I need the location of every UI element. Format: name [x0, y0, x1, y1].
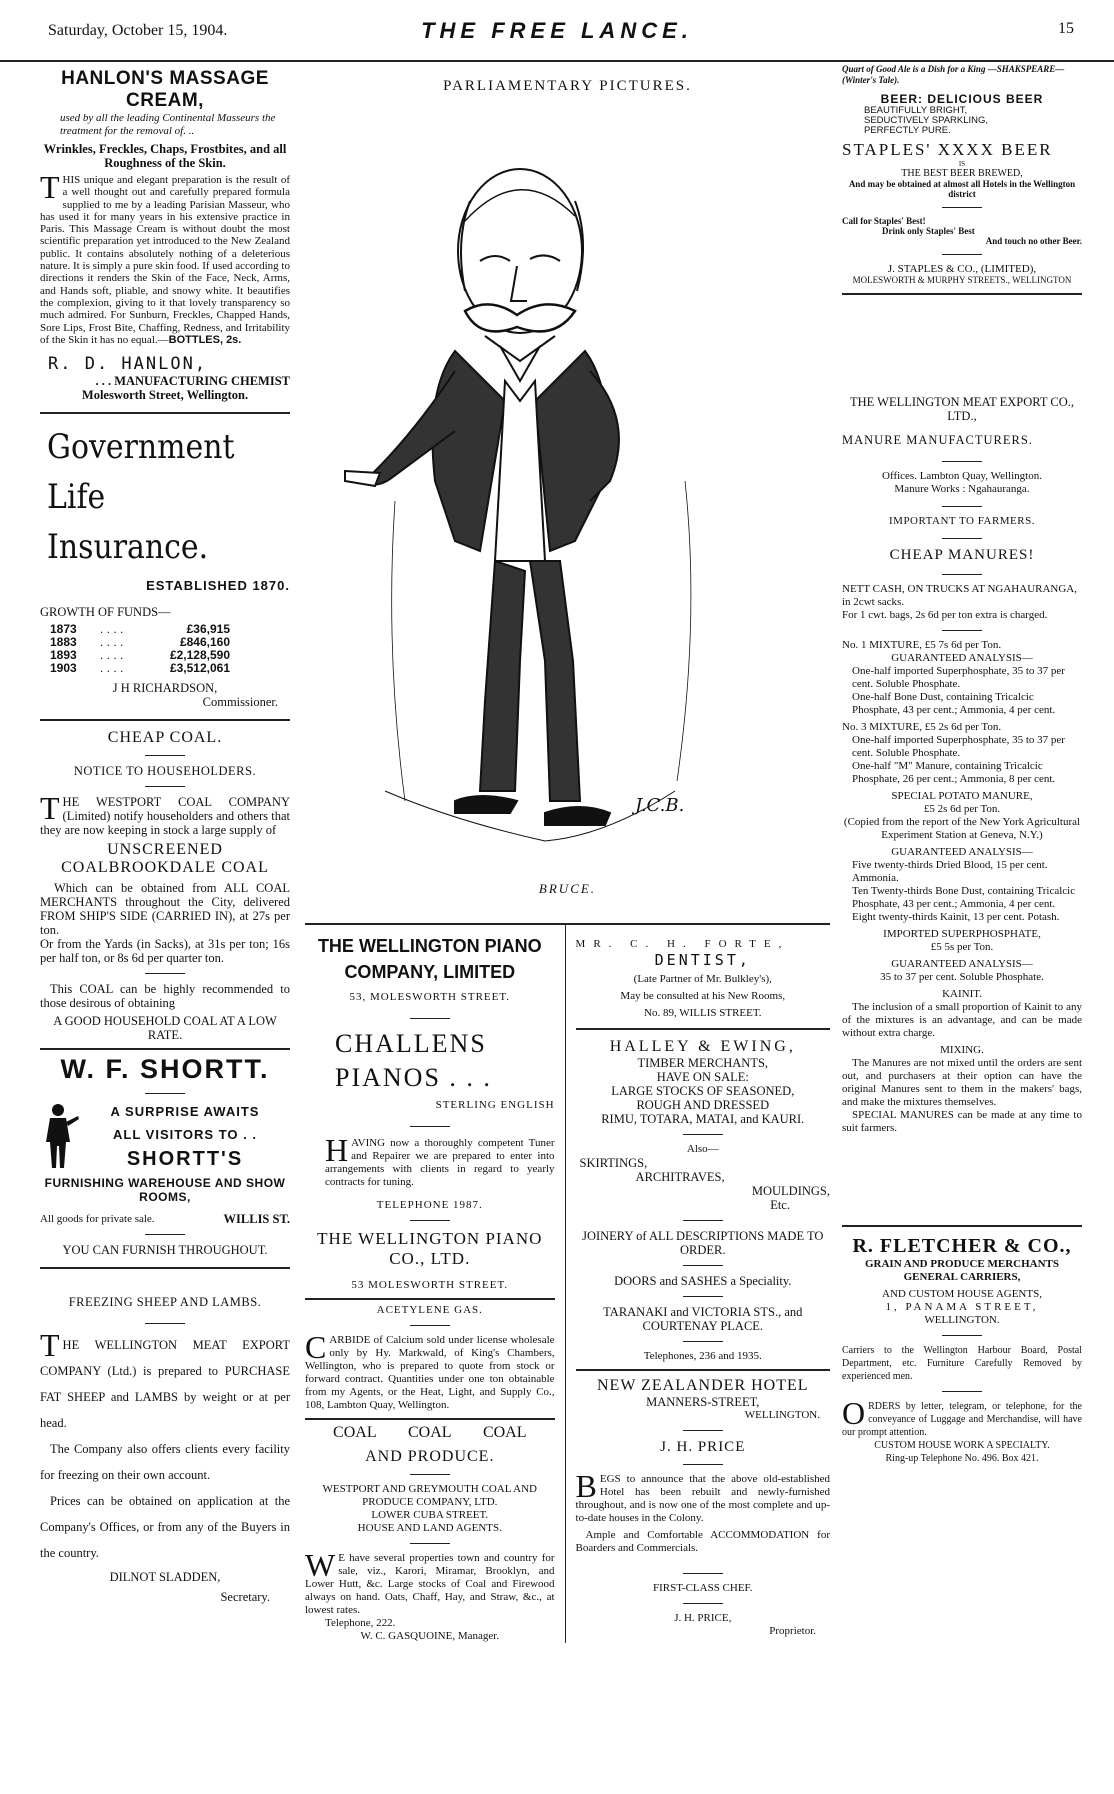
hotel-name: J. H. PRICE	[660, 1439, 746, 1455]
staples-call-3: And touch no other Beer.	[985, 236, 1082, 246]
coal-title: CHEAP COAL.	[107, 729, 223, 747]
shortt-l3: SHORTT'S	[126, 1147, 244, 1170]
meat-mixing: MIXING.	[940, 1044, 984, 1056]
coal-produce-body: WE have several properties town and country for sale, viz., Karori, Miramar, Brooklyn, and Lower Hutt, &c. Large stocks of Coal and Firewood always on hand. Oats, Chaff, Hay, and Straw, &c., at lowest rates.	[305, 1547, 555, 1616]
halley-joinery: JOINERY of ALL DESCRIPTIONS MADE TO ORDER.	[582, 1229, 824, 1257]
meat-p3: Eight twenty-thirds Kainit, 13 per cent. Potash.	[852, 911, 1060, 923]
funds-year: 1903	[50, 661, 77, 676]
halley-i4: Etc.	[770, 1198, 790, 1212]
gov-insurance-ad	[40, 422, 290, 709]
halley-ad	[576, 1038, 830, 1363]
meat-mixing-body: The Manures are not mixed until the orders are sent out, and purchasers at their option can have the original Manures sent to them in the makers' bags, and make the mixtures themselves.	[842, 1057, 1082, 1108]
coal-produce-h1: COAL COAL COAL	[333, 1424, 527, 1441]
shortt-name: W. F. SHORTT.	[60, 1054, 270, 1085]
hanlon-subtitle: used by all the leading Continental Masseurs the treatment for the removal of. ..	[60, 112, 276, 137]
forte-line-4: May be consulted at his New Rooms,	[620, 990, 786, 1002]
coal-notice: NOTICE TO HOUSEHOLDERS.	[73, 764, 257, 779]
halley-l2: HAVE ON SALE:	[656, 1070, 749, 1084]
funds-amount: £36,915	[186, 622, 230, 637]
meat-manure: MANURE MANUFACTURERS.	[842, 433, 1033, 447]
meat-mix3b: One-half "M" Manure, containing Tricalcic Phosphate, 26 per cent.; Ammonia, 8 per cent.	[852, 760, 1056, 785]
funds-row	[50, 662, 290, 675]
piano-address-2: 53 MOLESWORTH STREET.	[351, 1279, 509, 1291]
meat-special: SPECIAL MANURES can be made at any time to suit farmers.	[842, 1109, 1082, 1134]
meat-nett: NETT CASH, ON TRUCKS AT NGAHAURANGA, in 2cwt sacks.	[842, 583, 1077, 608]
gov-line-2: Life	[47, 477, 106, 518]
staples-is: IS	[958, 160, 966, 168]
hotel-ad	[576, 1377, 830, 1638]
funds-year: 1873	[50, 622, 77, 637]
piano-title-2: THE WELLINGTON PIANO CO., LTD.	[317, 1229, 543, 1268]
meat-kainit: KAINIT.	[942, 988, 982, 1000]
funds-amount: £3,512,061	[169, 661, 230, 676]
fletcher-l2: AND CUSTOM HOUSE AGENTS,	[882, 1288, 1042, 1300]
coal-p2: Which can be obtained from ALL COAL MERCHANTS throughout the City, delivered FROM SHIP'S SIDE (CARRIED IN), at 27s per ton.	[40, 881, 290, 938]
meat-mix1b: One-half Bone Dust, containing Tricalcic Phosphate, 43 per cent.; Ammonia, 4 per cent.	[852, 691, 1056, 716]
figure-icon	[40, 1102, 80, 1172]
staples-address: MOLESWORTH & MURPHY STREETS., WELLINGTON	[852, 275, 1072, 285]
meat-works: Manure Works : Ngahauranga.	[894, 483, 1030, 495]
page-number: 15	[1058, 20, 1074, 37]
gov-line-1: Government	[47, 427, 235, 468]
funds-dots: . . . .	[100, 661, 124, 676]
staples-beer-2: BEAUTIFULLY BRIGHT,	[864, 105, 968, 116]
halley-address: TARANAKI and VICTORIA STS., and COURTENAY PLACE.	[603, 1305, 803, 1333]
hotel-l2: WELLINGTON.	[744, 1409, 820, 1421]
meat-ga2: GUARANTEED ANALYSIS—	[891, 846, 1033, 858]
staples-beer-1: BEER: DELICIOUS BEER	[880, 92, 1044, 106]
gov-heading	[40, 422, 260, 572]
cartoon-title: PARLIAMENTARY PICTURES.	[443, 78, 692, 94]
funds-dots: . . . .	[100, 648, 124, 663]
fletcher-l4: WELLINGTON.	[924, 1314, 1000, 1326]
piano-body: HAVING now a thoroughly competent Tuner and Repairer we are prepared to enter into arrangements with clients in regard to yearly contracts for tuning.	[325, 1132, 555, 1188]
funds-row	[50, 623, 290, 636]
hotel-body-2: Ample and Comfortable ACCOMMODATION for Boarders and Commercials.	[575, 1529, 830, 1554]
staples-obtained: And may be obtained at almost all Hotels in the Wellington district	[848, 179, 1076, 199]
shortt-l6: YOU CAN FURNISH THROUGHOUT.	[62, 1243, 268, 1258]
shortt-ad	[40, 1054, 290, 1257]
piano-address: 53, MOLESWORTH STREET.	[349, 991, 510, 1003]
hotel-title: NEW ZEALANDER HOTEL	[596, 1377, 809, 1394]
piano-sterling: STERLING ENGLISH	[435, 1099, 555, 1111]
forte-line-1: MR. C. H. FORTE,	[575, 938, 790, 950]
staples-ad	[842, 64, 1082, 285]
meat-title: THE WELLINGTON MEAT EXPORT CO., LTD.,	[849, 395, 1074, 423]
cartoon-signature: J.C.B.	[635, 795, 685, 816]
staples-beer-4: PERFECTLY PURE.	[864, 125, 951, 136]
freezing-role: Secretary.	[220, 1590, 270, 1605]
gov-name: J H RICHARDSON,	[112, 681, 218, 696]
meat-p1: Five twenty-thirds Dried Blood, 15 per cent. Ammonia.	[852, 859, 1048, 884]
meat-offices: Offices. Lambton Quay, Wellington.	[882, 470, 1042, 482]
funds-dots: . . . .	[100, 622, 124, 637]
hanlon-address: Molesworth Street, Wellington.	[81, 388, 249, 403]
gov-line-3: Insurance.	[47, 527, 209, 568]
funds-year: 1893	[50, 648, 77, 663]
forte-dentist: DENTIST,	[654, 951, 751, 969]
gov-growth-label: GROWTH OF FUNDS—	[40, 605, 171, 620]
coal-produce-l1: WESTPORT AND GREYMOUTH COAL AND PRODUCE COMPANY, LTD.	[322, 1483, 537, 1508]
fletcher-p4: Ring-up Telephone No. 496. Box 421.	[885, 1453, 1039, 1464]
forte-line-1-wrap	[576, 931, 830, 951]
meat-potato: SPECIAL POTATO MANURE,	[891, 790, 1033, 802]
shortt-l1: A SURPRISE AWAITS	[110, 1103, 260, 1119]
coal-h1: UNSCREENED	[107, 841, 223, 859]
shortt-l4: FURNISHING WAREHOUSE AND SHOW ROOMS,	[44, 1176, 286, 1205]
coal-p4: This COAL can be highly recommended to those desirous of obtaining	[40, 982, 290, 1011]
issue-date: Saturday, October 15, 1904.	[48, 22, 228, 39]
column-left	[40, 68, 290, 1604]
shortt-l5a: All goods for private sale.	[40, 1213, 155, 1226]
halley-also: Also—	[686, 1143, 719, 1155]
meat-ga1: GUARANTEED ANALYSIS—	[891, 652, 1033, 664]
staples-best: THE BEST BEER BREWED,	[901, 168, 1023, 179]
meat-mix3a: One-half imported Superphosphate, 35 to 37 per cent. Soluble Phosphate.	[852, 734, 1065, 759]
cheap-coal-ad	[40, 729, 290, 1042]
halley-tel: Telephones, 236 and 1935.	[643, 1350, 762, 1362]
hanlon-items: Wrinkles, Freckles, Chaps, Frostbites, and all Roughness of the Skin.	[43, 142, 287, 170]
gov-role: Commissioner.	[202, 695, 278, 710]
staples-call-2: Drink only Staples' Best	[882, 226, 975, 236]
meat-p2: Ten Twenty-thirds Bone Dust, containing Tricalcic Phosphate, 43 per cent.; Ammonia, 4 per cent.	[852, 885, 1076, 910]
shortt-l5b: WILLIS ST.	[223, 1212, 290, 1227]
gov-established: ESTABLISHED 1870.	[146, 578, 290, 594]
hanlon-title: HANLON'S MASSAGE CREAM,	[61, 68, 269, 111]
coal-produce-l2: LOWER CUBA STREET.	[371, 1509, 489, 1521]
hanlon-bottles: BOTTLES, 2s.	[168, 333, 242, 346]
staples-call-1: Call for Staples' Best!	[842, 216, 926, 226]
piano-challens: CHALLENS PIANOS . . .	[335, 1029, 492, 1092]
freezing-p2: The Company also offers clients every facility for freezing on their own account.	[40, 1442, 290, 1483]
freezing-p1: THE WELLINGTON MEAT EXPORT COMPANY (Ltd.) is prepared to PURCHASE FAT SHEEP and LAMBS by weight or at per head.	[40, 1327, 290, 1431]
gov-funds-table	[40, 623, 290, 675]
meat-ga3: GUARANTEED ANALYSIS—	[891, 958, 1033, 970]
acetylene-title: ACETYLENE GAS.	[376, 1304, 483, 1316]
coal-p5: A GOOD HOUSEHOLD COAL AT A LOW RATE.	[53, 1014, 277, 1043]
halley-l4: ROUGH AND DRESSED	[636, 1098, 770, 1112]
hotel-role: Proprietor.	[769, 1625, 816, 1637]
column-center	[305, 68, 830, 1643]
fletcher-title: R. FLETCHER & CO.,	[852, 1235, 1072, 1257]
meat-sup-3: 35 to 37 per cent. Soluble Phosphate.	[880, 971, 1044, 983]
staples-brand: STAPLES' XXXX BEER	[842, 140, 1053, 159]
funds-dots: . . . .	[100, 635, 124, 650]
acetylene-body: CARBIDE of Calcium sold under license wholesale only by Hy. Markwald, of King's Chambers, Wellington, who is prepared to quote from stock or forward contract. Quantities under one ton obtainable from my Agents, or the Heat, Light, and Supply Co., 108, Lambton Quay, Wellington.	[305, 1329, 555, 1411]
column-right	[842, 64, 1082, 1465]
newspaper-title: THE FREE LANCE.	[421, 18, 693, 43]
hotel-chef: FIRST-CLASS CHEF.	[652, 1582, 753, 1594]
fletcher-p2: ORDERS by letter, telegram, or telephone, for the conveyance of Luggage and Merchandise, will have our prompt attention.	[842, 1395, 1082, 1438]
halley-l1: TIMBER MERCHANTS,	[637, 1056, 769, 1070]
hanlon-body: THIS unique and elegant preparation is the result of a well thought out and carefully prepared formula supplied to me by a leading Parisian Masseur, who has used it for many years in his extensive practice in Paris. This Massage Cream is without doubt the most scientific preparation yet introduced to the New Zealand public. It contains absolutely nothing of a deleterious nature. It is simply a pure skin food. If used according to directions it renders the Skin of the Face, Neck, Arms, and Hands soft, pliable, and snowy white. It beautifies the complexion, giving to it that lovely transparency so much admired. For Sunburn, Freckles, Chapped Hands, Sore Lips, Frost Bite, Chaffing, Redness, and Irritability of the Skin it has no equal.—	[40, 169, 290, 346]
meat-mix1a: One-half imported Superphosphate, 35 to 37 per cent. Soluble Phosphate.	[852, 665, 1065, 690]
meat-cheap-manures: CHEAP MANURES!	[889, 547, 1035, 563]
halley-doors: DOORS and SASHES a Speciality.	[614, 1274, 792, 1288]
halley-i3: MOULDINGS,	[751, 1184, 830, 1198]
piano-column	[305, 925, 566, 1643]
hanlon-chemist: . . . MANUFACTURING CHEMIST	[95, 374, 290, 389]
staples-quote: Quart of Good Ale is a Dish for a King —SHAKSPEARE—(Winter's Tale).	[842, 64, 1065, 85]
funds-year: 1883	[50, 635, 77, 650]
staples-beer-3: SEDUCTIVELY SPARKLING,	[864, 115, 989, 126]
halley-l5: RIMU, TOTARA, MATAI, and KAURI.	[601, 1112, 805, 1126]
hanlon-ad	[40, 68, 290, 402]
freezing-title: FREEZING SHEEP AND LAMBS.	[68, 1295, 262, 1310]
freezing-sig: DILNOT SLADDEN,	[109, 1570, 221, 1585]
funds-amount: £846,160	[179, 635, 230, 650]
halley-i1: SKIRTINGS,	[579, 1156, 648, 1170]
halley-i2: ARCHITRAVES,	[635, 1170, 725, 1184]
staples-company: J. STAPLES & CO., (LIMITED),	[887, 263, 1037, 275]
cartoon-illustration	[305, 101, 830, 881]
coal-produce-l3: HOUSE AND LAND AGENTS.	[357, 1522, 502, 1534]
piano-tel: TELEPHONE 1987.	[376, 1199, 483, 1211]
meat-important: IMPORTANT TO FARMERS.	[889, 515, 1035, 527]
hotel-body: BEGS to announce that the above old-established Hotel has been rebuilt and newly-furnished throughout, and is now one of the most complete and up-to-date houses in the Colony.	[575, 1468, 830, 1524]
hanlon-body-wrap	[40, 169, 290, 346]
fletcher-l1: GRAIN AND PRODUCE MERCHANTS GENERAL CARRIERS,	[864, 1258, 1060, 1283]
coal-produce-h2: AND PRODUCE.	[365, 1448, 495, 1465]
halley-title: HALLEY & EWING,	[609, 1038, 796, 1055]
hanlon-name: R. D. HANLON,	[48, 354, 208, 375]
meat-mix1: No. 1 MIXTURE, £5 7s 6d per Ton.	[842, 639, 1002, 651]
hotel-l1: MANNERS-STREET,	[646, 1395, 760, 1409]
masthead	[0, 0, 1114, 62]
meat-copied: (Copied from the report of the New York Agricultural Experiment Station at Geneva, N.Y.)	[843, 816, 1081, 841]
coal-produce-sig: W. C. GASQUOINE, Manager.	[360, 1630, 500, 1642]
fletcher-p3: CUSTOM HOUSE WORK A SPECIALTY.	[874, 1440, 1050, 1451]
meat-for-1cwt: For 1 cwt. bags, 2s 6d per ton extra is charged.	[842, 609, 1048, 621]
coal-produce-tel: Telephone, 222.	[325, 1617, 396, 1629]
meat-mix3: No. 3 MIXTURE, £5 2s 6d per Ton.	[842, 721, 1002, 733]
funds-amount: £2,128,590	[169, 648, 230, 663]
meat-export-ad	[842, 395, 1082, 1135]
fletcher-p1: Carriers to the Wellington Harbour Board, Postal Department, etc. Furniture Carefully Removed by experienced men.	[842, 1345, 1082, 1382]
meat-sup-2: £5 5s per Ton.	[930, 941, 994, 953]
meat-sup: IMPORTED SUPERPHOSPHATE,	[883, 928, 1041, 940]
forte-line-3: (Late Partner of Mr. Bulkley's),	[633, 973, 772, 985]
freezing-ad	[40, 1295, 290, 1604]
forte-column	[566, 925, 830, 1643]
piano-title: THE WELLINGTON PIANO COMPANY, LIMITED	[317, 936, 542, 982]
coal-p1: THE WESTPORT COAL COMPANY (Limited) notify householders and others that they are now keeping in stock a large supply of	[40, 790, 290, 838]
coal-p3: Or from the Yards (in Sacks), at 31s per ton; 16s per half ton, or 8s 6d per quarter ton.	[40, 937, 290, 966]
forte-line-5: No. 89, WILLIS STREET.	[644, 1007, 762, 1019]
halley-l3: LARGE STOCKS OF SEASONED,	[611, 1084, 795, 1098]
hotel-sig: J. H. PRICE,	[674, 1612, 732, 1624]
cartoon-caption: BRUCE.	[538, 881, 597, 896]
fletcher-l3: 1, PANAMA STREET,	[885, 1301, 1039, 1313]
freezing-p3: Prices can be obtained on application at the Company's Offices, or from any of the Buyers in the country.	[40, 1494, 290, 1561]
meat-kainit-body: The inclusion of a small proportion of Kainit to any of the mixtures is an advantage, and can be made without extra charge.	[842, 1001, 1082, 1039]
meat-potato-2: £5 2s 6d per Ton.	[923, 803, 1001, 815]
shortt-l2: ALL VISITORS TO . .	[113, 1126, 257, 1142]
coal-h2: COALBROOKDALE COAL	[61, 859, 269, 877]
fletcher-ad	[842, 1235, 1082, 1465]
